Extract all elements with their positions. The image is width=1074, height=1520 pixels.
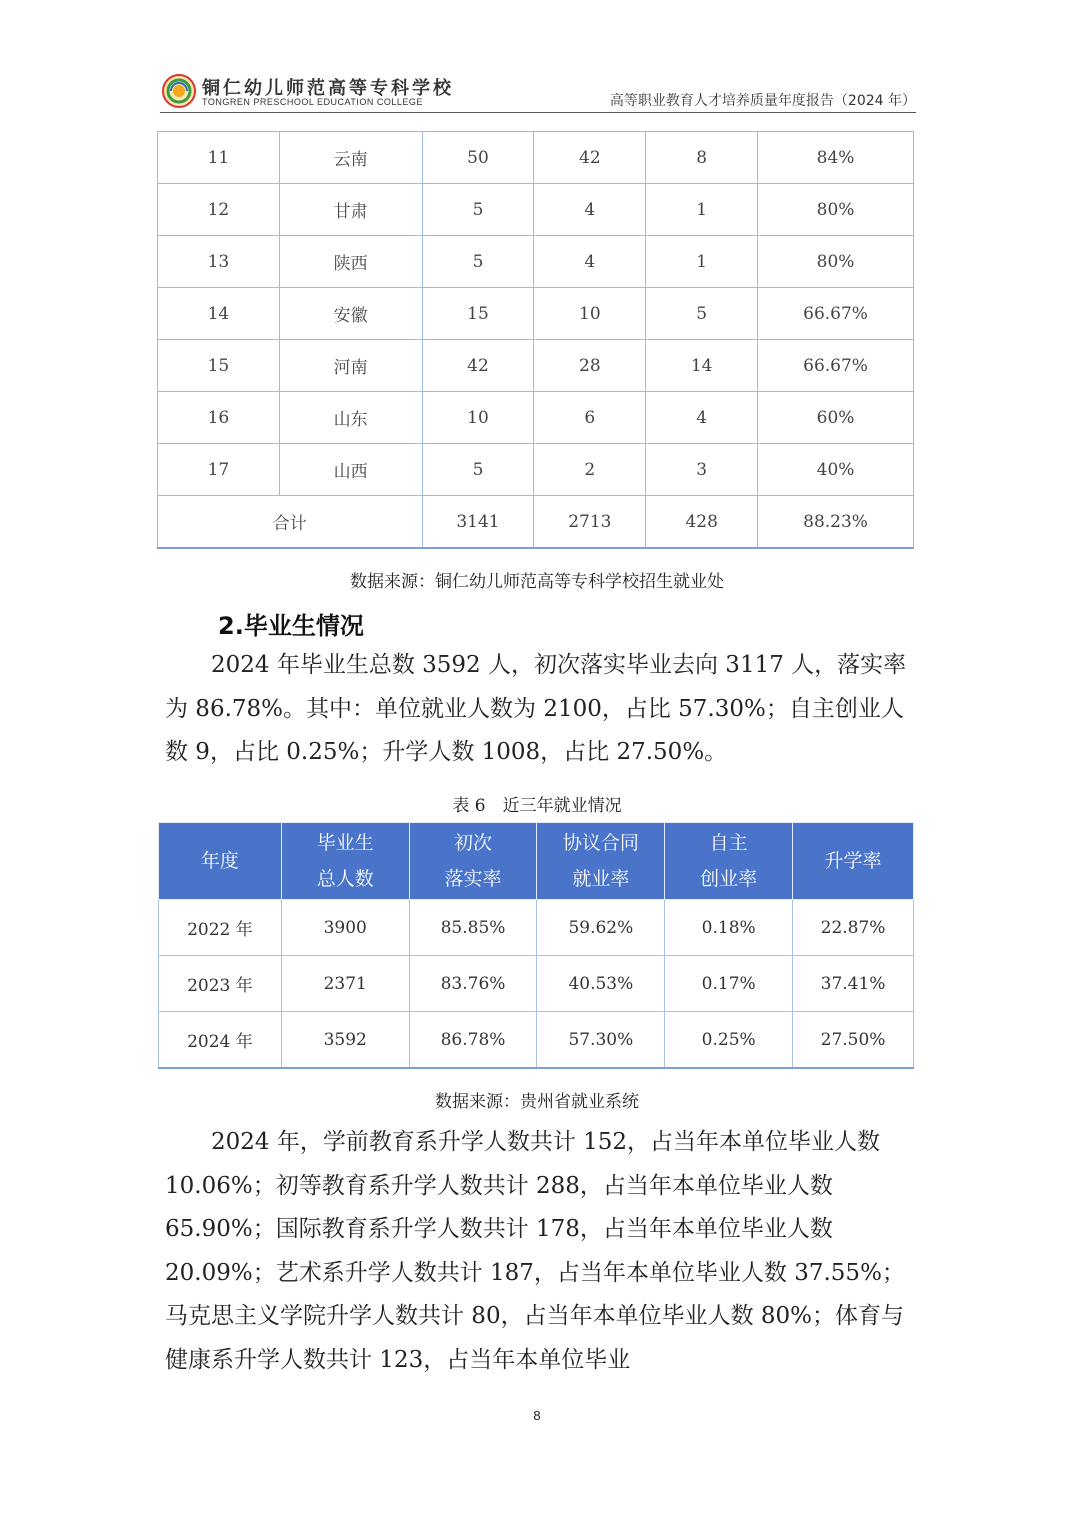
table-cell: 12 [158,184,280,236]
table1-source: 数据来源：铜仁幼儿师范高等专科学校招生就业处 [350,572,724,592]
total-cell: 428 [646,496,758,549]
table-cell: 86.78% [409,1012,537,1069]
table-row [159,956,914,1012]
table-cell: 50 [422,132,534,184]
table-row [158,184,914,236]
table-cell: 6 [534,392,646,444]
province-employment-table [157,131,914,549]
report-title: 高等职业教育人才培养质量年度报告（2024 年） [609,93,916,109]
table-cell: 5 [422,184,534,236]
table-cell: 14 [158,288,280,340]
table-cell: 80% [758,236,914,288]
table-cell: 0.18% [665,900,793,956]
column-header-line: 落实率 [444,868,502,890]
table-cell: 83.76% [409,956,537,1012]
column-header-line: 创业率 [700,868,758,890]
table-cell: 山东 [279,392,422,444]
table-cell: 5 [422,236,534,288]
table-cell: 甘肃 [279,184,422,236]
table-cell: 15 [158,340,280,392]
table-cell: 1 [646,236,758,288]
column-header-line: 总人数 [316,868,374,890]
school-logo-icon [162,74,196,108]
table-cell: 陕西 [279,236,422,288]
table-row [158,236,914,288]
table-cell: 66.67% [758,340,914,392]
column-header-line: 升学率 [824,850,882,872]
table-row [158,392,914,444]
table-row [159,900,914,956]
column-header [159,823,282,900]
table-row [158,132,914,184]
column-header-line: 协议合同 [562,832,639,854]
table-cell: 16 [158,392,280,444]
table-cell: 2 [534,444,646,496]
total-label: 合计 [158,496,423,549]
table-cell: 17 [158,444,280,496]
table-row [158,340,914,392]
table-cell: 42 [422,340,534,392]
table-cell: 4 [534,236,646,288]
table-cell: 84% [758,132,914,184]
table-cell: 13 [158,236,280,288]
table-cell: 5 [646,288,758,340]
table-cell: 28 [534,340,646,392]
table-row [159,1012,914,1069]
table-cell: 37.41% [793,956,914,1012]
table-cell: 3900 [281,900,409,956]
table-cell: 0.17% [665,956,793,1012]
column-header [665,823,793,900]
table-cell: 15 [422,288,534,340]
table-cell: 27.50% [793,1012,914,1069]
table-cell: 22.87% [793,900,914,956]
column-header-line: 初次 [454,832,493,854]
table-cell: 3592 [281,1012,409,1069]
graduate-summary-paragraph: 2024 年毕业生总数 3592 人，初次落实毕业去向 3117 人，落实率为 86.78%。其中：单位就业人数为 2100，占比 57.30%；自主创业人数 9，占比 0.25%；升学人数 1008，占比 27.50%。 [165,652,907,765]
table-cell: 山西 [279,444,422,496]
column-header-line: 就业率 [572,868,630,890]
table-cell: 0.25% [665,1012,793,1069]
table-row [158,288,914,340]
table-cell: 5 [422,444,534,496]
table-cell: 10 [422,392,534,444]
table-cell: 8 [646,132,758,184]
table-cell: 40% [758,444,914,496]
table-cell: 3 [646,444,758,496]
table2-source: 数据来源：贵州省就业系统 [435,1092,639,1112]
table-cell: 66.67% [758,288,914,340]
total-cell: 88.23% [758,496,914,549]
table-cell: 57.30% [537,1012,665,1069]
school-name-en: TONGREN PRESCHOOL EDUCATION COLLEGE [202,97,423,107]
column-header-line: 年度 [200,850,239,872]
table2-caption: 表 6 近三年就业情况 [452,796,622,816]
table-cell: 10 [534,288,646,340]
column-header [281,823,409,900]
table-cell: 85.85% [409,900,537,956]
column-header [537,823,665,900]
column-header [793,823,914,900]
table-cell: 60% [758,392,914,444]
table-cell: 安徽 [279,288,422,340]
table-cell: 80% [758,184,914,236]
table-cell: 4 [646,392,758,444]
table-cell: 40.53% [537,956,665,1012]
table-cell: 59.62% [537,900,665,956]
column-header-line: 毕业生 [316,832,374,854]
table-cell: 11 [158,132,280,184]
school-name-cn: 铜仁幼儿师范高等专科学校 [202,78,454,99]
page-number: 8 [533,1408,541,1423]
total-cell: 3141 [422,496,534,549]
column-header [409,823,537,900]
table-cell: 河南 [279,340,422,392]
total-cell: 2713 [534,496,646,549]
table-cell: 1 [646,184,758,236]
table-cell: 2023 年 [159,956,282,1012]
column-header-line: 自主 [709,832,748,854]
table-cell: 14 [646,340,758,392]
department-further-study-paragraph: 2024 年，学前教育系升学人数共计 152，占当年本单位毕业人数 10.06%；初等教育系升学人数共计 288，占当年本单位毕业人数 65.90%；国际教育系升学人数共计 178，占当年本单位毕业人数 20.09%；艺术系升学人数共计 187，占当年本单位毕业人数 37.55%；马克思主义学院升学人数共计 80，占当年本单位毕业人数 80%；体育与健康系升学人数共计 123，占当年本单位毕业 [165,1129,905,1373]
three-year-employment-table [158,822,914,1069]
total-row [158,496,914,549]
table-cell: 2024 年 [159,1012,282,1069]
table-cell: 2371 [281,956,409,1012]
table-cell: 4 [534,184,646,236]
table-cell: 42 [534,132,646,184]
page-header [160,72,916,113]
table-cell: 云南 [279,132,422,184]
table-row [158,444,914,496]
table-cell: 2022 年 [159,900,282,956]
section-heading: 2.毕业生情况 [218,612,364,640]
